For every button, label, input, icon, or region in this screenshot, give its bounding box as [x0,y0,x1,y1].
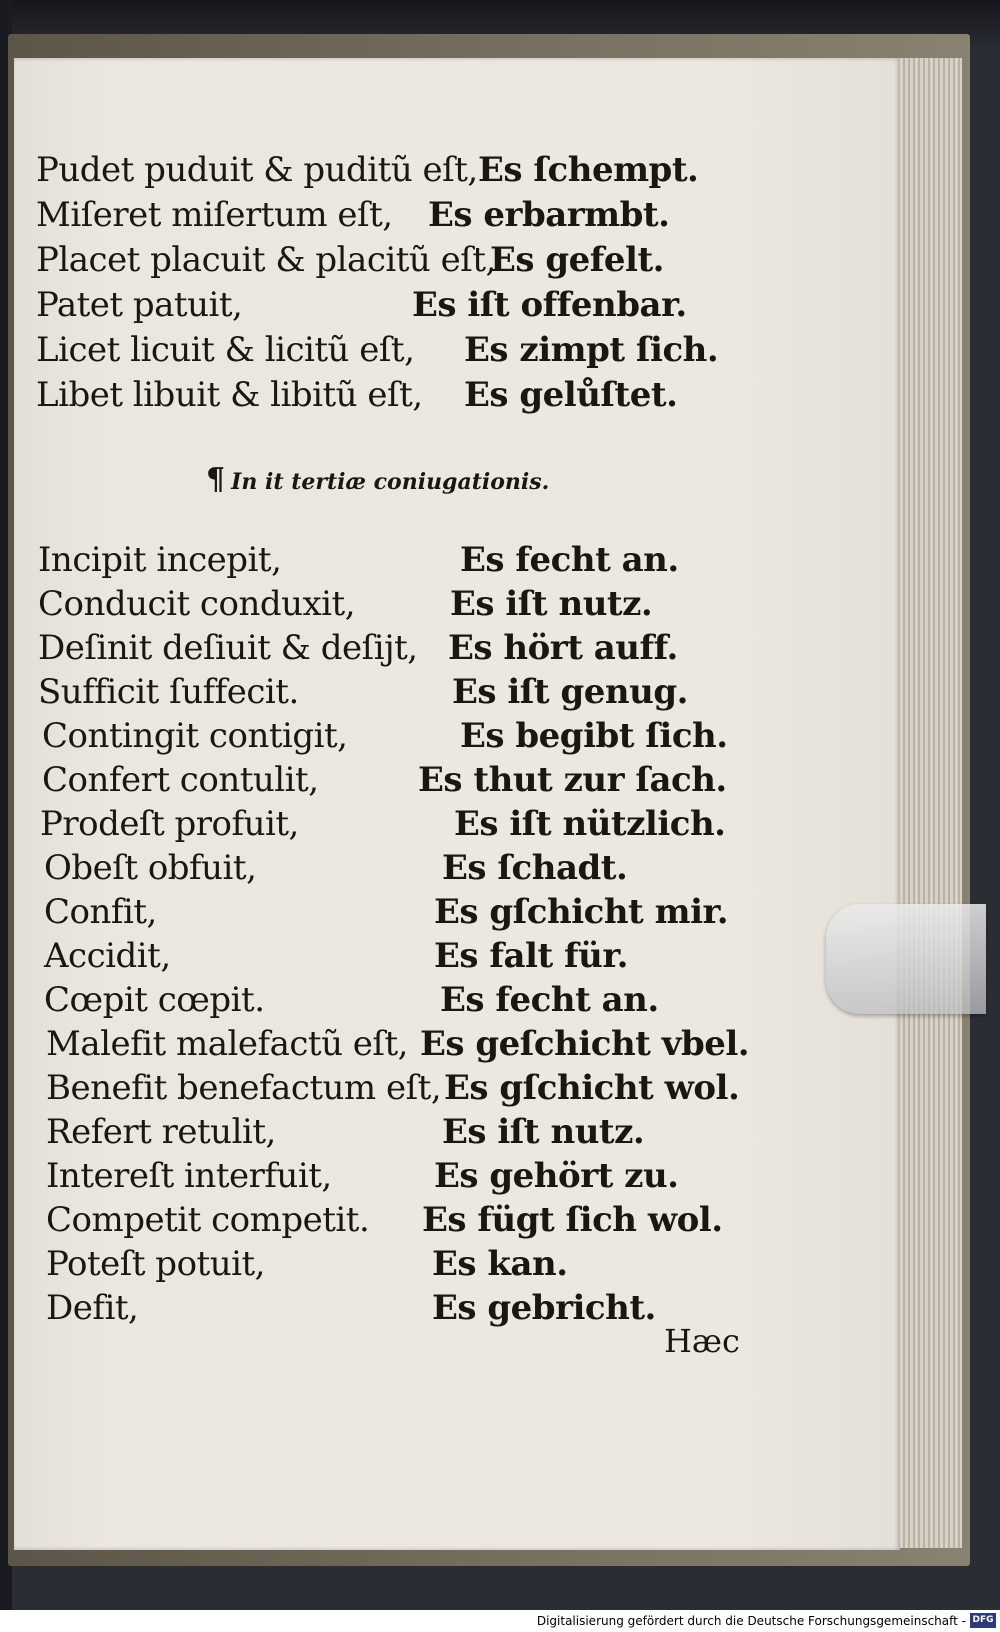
latin-verb: Obeſt obfuit, [44,848,257,888]
section-heading-text: In it tertiæ coniugationis. [231,469,550,495]
german-gloss: Es ſchadt. [442,848,628,888]
german-gloss: Es iſt nutz. [442,1112,645,1152]
german-gloss: Es iſt nutz. [450,584,653,624]
latin-verb: Poteſt potuit, [46,1244,265,1284]
latin-verb: Cœpit cœpit. [44,980,265,1020]
latin-verb: Libet libuit & libitũ eſt, [36,375,423,415]
german-gloss: Es gſchicht mir. [434,892,729,932]
page-clip [826,904,986,1014]
latin-verb: Patet patuit, [36,285,243,325]
latin-verb: Prodeſt profuit, [40,804,299,844]
dfg-logo: DFG [970,1613,996,1628]
german-gloss: Es erbarmbt. [428,195,670,235]
german-gloss: Es thut zur ſach. [418,760,727,800]
latin-verb: Confert contulit, [42,760,319,800]
german-gloss: Es gelůſtet. [464,375,678,415]
german-gloss: Es fecht an. [440,980,659,1020]
german-gloss: Es fecht an. [460,540,679,580]
digitization-footer [0,1610,1000,1632]
section-heading [206,462,549,497]
footer-credit: Digitalisierung gefördert durch die Deutsche Forschungsgemeinschaft - [536,1614,966,1628]
latin-verb: Confit, [44,892,157,932]
latin-verb: Incipit incepit, [38,540,282,580]
german-gloss: Es fügt ſich wol. [422,1200,723,1240]
latin-verb: Licet licuit & licitũ eſt, [36,330,415,370]
page-edges [890,58,962,1548]
german-gloss: Es zimpt ſich. [464,330,719,370]
german-gloss: Es gehört zu. [434,1156,679,1196]
german-gloss: Es iſt genug. [452,672,688,712]
german-gloss: Es gebricht. [432,1288,656,1328]
latin-verb: Accidit, [44,936,171,976]
latin-verb: Placet placuit & placitũ eſt, [36,240,496,280]
german-gloss: Es falt für. [434,936,628,976]
catchword: Hæc [664,1322,740,1360]
german-gloss: Es gefelt. [490,240,665,280]
latin-verb: Contingit contigit, [42,716,348,756]
latin-verb: Intereſt interfuit, [46,1156,332,1196]
german-gloss: Es geſchicht vbel. [420,1024,750,1064]
latin-verb: Refert retulit, [46,1112,276,1152]
latin-verb: Defit, [46,1288,139,1328]
latin-verb: Benefit benefactum eſt, [46,1068,442,1108]
german-gloss: Es begibt ſich. [460,716,728,756]
german-gloss: Es iſt offenbar. [412,285,687,325]
latin-verb: Sufficit ſuffecit. [38,672,299,712]
german-gloss: Es gſchicht wol. [444,1068,740,1108]
german-gloss: Es ſchempt. [478,150,699,190]
german-gloss: Es kan. [432,1244,568,1284]
pilcrow-icon: ¶ [206,462,226,497]
latin-verb: Competit competit. [46,1200,370,1240]
german-gloss: Es iſt nützlich. [454,804,726,844]
latin-verb: Malefit malefactũ eſt, [46,1024,408,1064]
latin-verb: Miſeret miſertum eſt, [36,195,393,235]
latin-verb: Pudet puduit & puditũ eſt, [36,150,478,190]
latin-verb: Deſinit deſiuit & deſijt, [38,628,418,668]
german-gloss: Es hört auff. [448,628,678,668]
latin-verb: Conducit conduxit, [38,584,356,624]
